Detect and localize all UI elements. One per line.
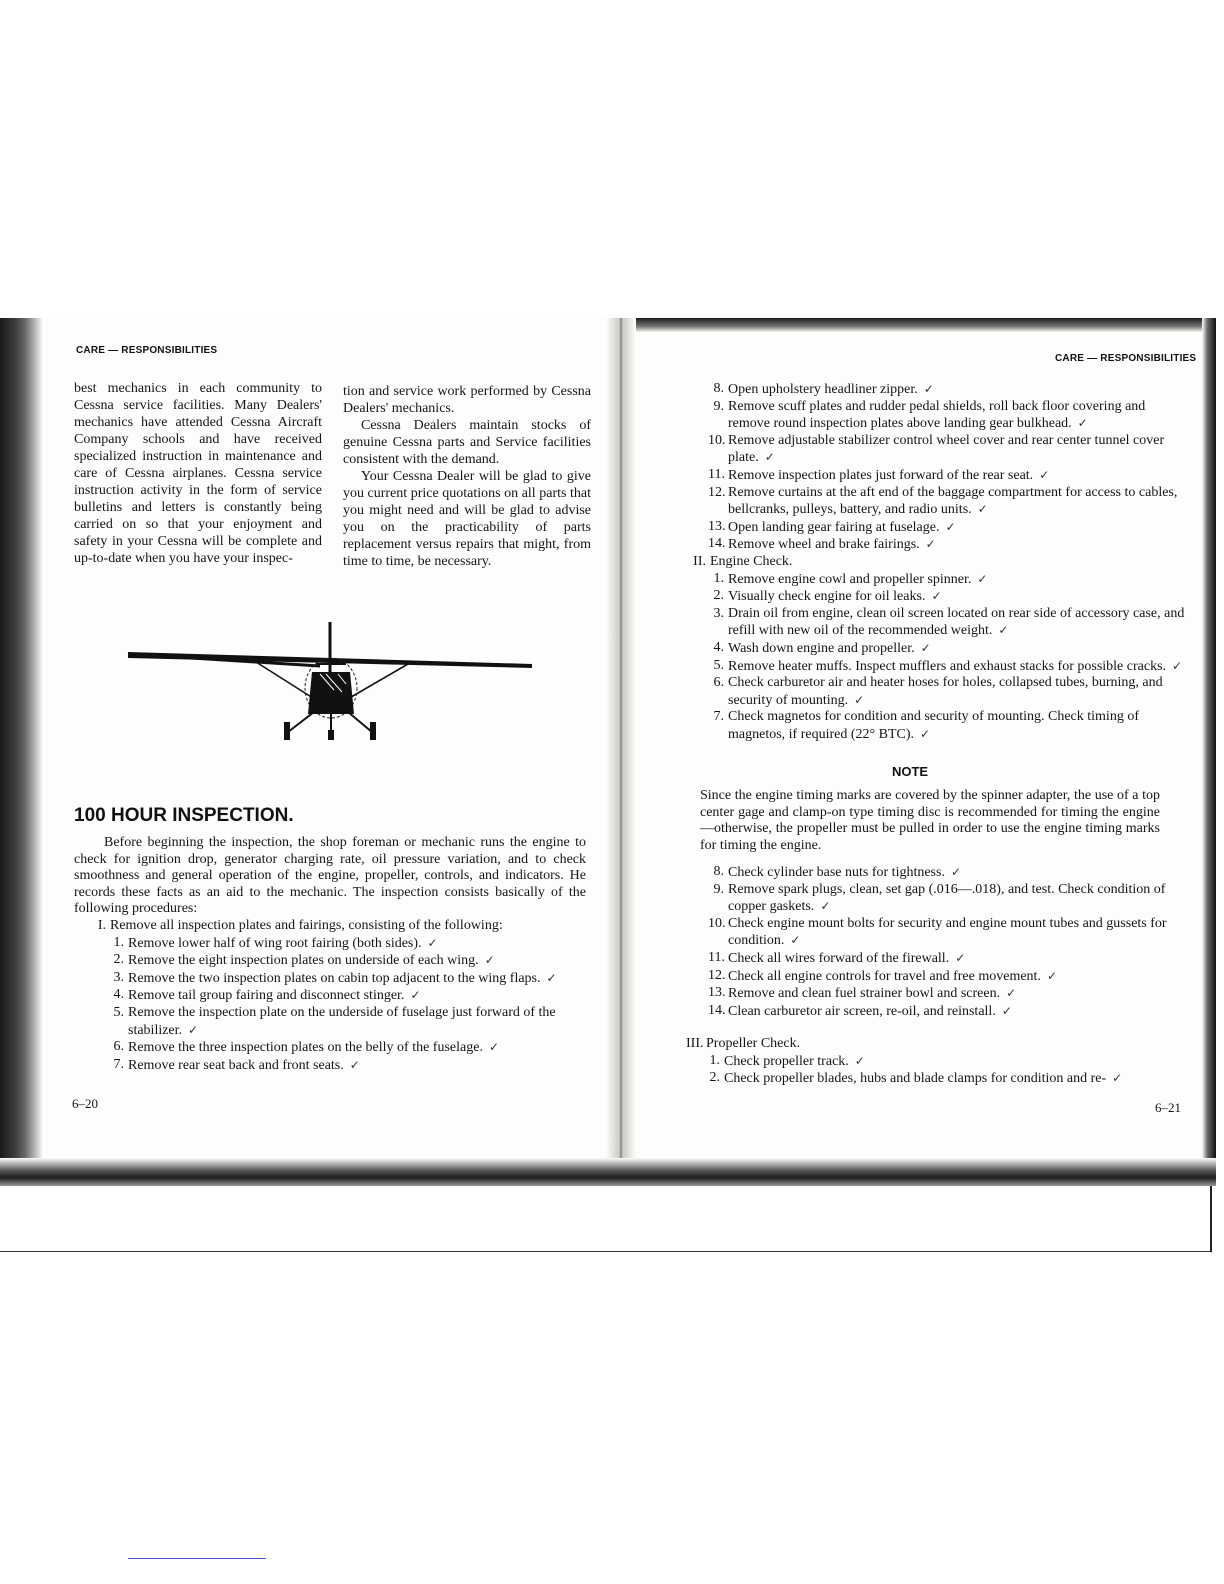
list-item: 13. Remove and clean fuel strainer bowl and screen. ✓	[708, 985, 1017, 1002]
list-item: 9. Remove spark plugs, clean, set gap (.016—.018), and test. Check condition of copper gaskets. ✓	[713, 881, 1166, 915]
list-item: 10. Remove adjustable stabilizer control wheel cover and rear center tunnel cover plate. ✓	[708, 432, 1165, 466]
note-title: NOTE	[891, 764, 929, 779]
section-II-continued-list	[690, 864, 1190, 1020]
right-page-number: 6–21	[1155, 1100, 1181, 1115]
page-binding-shadow-right	[1202, 318, 1216, 1186]
scan-right-edge-line	[1210, 1186, 1212, 1252]
list-item: 14. Clean carburetor air screen, re-oil, and reinstall. ✓	[708, 1002, 1012, 1019]
list-item: 7. Remove rear seat back and front seats. ✓	[113, 1056, 360, 1073]
list-item: 8. Open upholstery headliner zipper. ✓	[713, 381, 934, 397]
link-underline	[128, 1558, 266, 1559]
left-column-2	[343, 383, 591, 570]
airplane-front-view-illustration	[120, 614, 540, 754]
section-I-list	[90, 918, 590, 1074]
list-item: 7. Check magnetos for condition and security of mounting. Check timing of magnetos, if required (22° BTC). ✓	[713, 709, 1139, 742]
left-col2-paragraph-2: Cessna Dealers maintain stocks of genuine Cessna parts and Service facilities consistent with the demand.	[343, 418, 591, 467]
list-item: 4. Remove tail group fairing and disconnect stinger. ✓	[113, 987, 421, 1004]
list-item: 9. Remove scuff plates and rudder pedal shields, roll back floor covering and remove round inspection plates above landing gear bulkhead. ✓	[713, 398, 1146, 432]
list-item: 5. Remove the inspection plate on the underside of fuselage just forward of the stabilizer. ✓	[113, 1004, 556, 1038]
inspection-intro-paragraph: Before beginning the inspection, the shop foreman or mechanic runs the engine to check for ignition drop, generator charging rate, oil pressure variation, and to check smoothness and general operation of the engine, propeller, controls, and indicators. He records these facts as an aid to the mechanic. The inspection consists basically of the following procedures:	[74, 835, 586, 916]
list-item: 1. Check propeller track. ✓	[709, 1052, 865, 1069]
list-item: 3. Remove the two inspection plates on cabin top adjacent to the wing flaps. ✓	[113, 969, 557, 986]
page-binding-shadow-top	[610, 318, 1216, 332]
list-item: 13. Open landing gear fairing at fuselage. ✓	[708, 518, 956, 535]
list-item: 2. Visually check engine for oil leaks. ✓	[713, 588, 942, 605]
section-III-list	[686, 1036, 1196, 1088]
list-item: 12. Check all engine controls for travel and free movement. ✓	[708, 967, 1057, 984]
list-item: 2. Check propeller blades, hubs and blade clamps for condition and re- ✓	[709, 1070, 1123, 1087]
list-item: 8. Check cylinder base nuts for tightness. ✓	[713, 864, 962, 880]
section-III-title: III. Propeller Check.	[686, 1036, 801, 1051]
left-column-1	[74, 380, 322, 567]
left-page-number: 6–20	[72, 1096, 98, 1111]
page-binding-shadow-left	[0, 318, 42, 1186]
list-item: 5. Remove heater muffs. Inspect mufflers and exhaust stacks for possible cracks. ✓	[713, 657, 1183, 674]
list-item: 6. Remove the three inspection plates on the belly of the fuselage. ✓	[113, 1039, 500, 1056]
list-item: 11. Check all wires forward of the firewall. ✓	[708, 949, 966, 966]
left-col2-paragraph-3: Your Cessna Dealer will be glad to give you current price quotations on all parts that you might need and will be glad to advise you on the practicability of parts replacement versus repairs that might, from time to time, be necessary.	[343, 469, 591, 569]
book-gutter	[606, 318, 636, 1186]
list-item: 12. Remove curtains at the aft end of the baggage compartment for access to cables, bellcranks, pulleys, battery, and radio units. ✓	[708, 484, 1178, 518]
list-item: 11. Remove inspection plates just forward of the rear seat. ✓	[708, 466, 1050, 483]
list-item: 1. Remove lower half of wing root fairing (both sides). ✓	[113, 934, 438, 951]
list-item: 2. Remove the eight inspection plates on underside of each wing. ✓	[113, 952, 495, 969]
section-I-continued-list	[690, 381, 1190, 743]
right-page-header: CARE — RESPONSIBILITIES	[1055, 353, 1197, 364]
section-I-title: I. Remove all inspection plates and fairings, consisting of the following:	[97, 918, 503, 933]
scan-bottom-edge-line	[0, 1251, 1212, 1252]
list-item: 3. Drain oil from engine, clean oil screen located on rear side of accessory case, and refill with new oil of the recommended weight. ✓	[713, 605, 1185, 639]
book-spread	[0, 318, 1216, 1186]
left-col1-paragraph: best mechanics in each community to Cessna service facilities. Many Dealers' mechanics have attended Cessna Aircraft Company schools and have received specialized instruction in maintenance and care of Cessna airplanes. Cessna service instruction activity in the form of service bulletins and letters is constantly being carried on so that your enjoyment and safety in your Cessna will be complete and up-to-date when you have your inspec-	[74, 381, 322, 566]
left-col2-paragraph-1: tion and service work performed by Cessna Dealers' mechanics.	[343, 384, 591, 416]
list-item: 14. Remove wheel and brake fairings. ✓	[708, 536, 936, 553]
list-item: 4. Wash down engine and propeller. ✓	[713, 639, 931, 656]
section-II-title: II. Engine Check.	[693, 553, 793, 569]
page-binding-shadow-bottom	[0, 1158, 1216, 1186]
list-item: 1. Remove engine cowl and propeller spinner. ✓	[713, 570, 988, 587]
list-item: 10. Check engine mount bolts for security and engine mount tubes and gussets for condition. ✓	[708, 915, 1167, 949]
list-item: 6. Check carburetor air and heater hoses for holes, collapsed tubes, burning, and security of mounting. ✓	[713, 675, 1163, 708]
section-heading-100-hour-inspection: 100 HOUR INSPECTION.	[74, 805, 294, 826]
left-page-header: CARE — RESPONSIBILITIES	[76, 345, 218, 356]
note-paragraph: Since the engine timing marks are covered by the spinner adapter, the use of a top center gage and clamp-on type timing disc is recommended for timing the engine—otherwise, the propeller must be pulled in order to use the engine timing marks for timing the engine.	[700, 788, 1160, 853]
